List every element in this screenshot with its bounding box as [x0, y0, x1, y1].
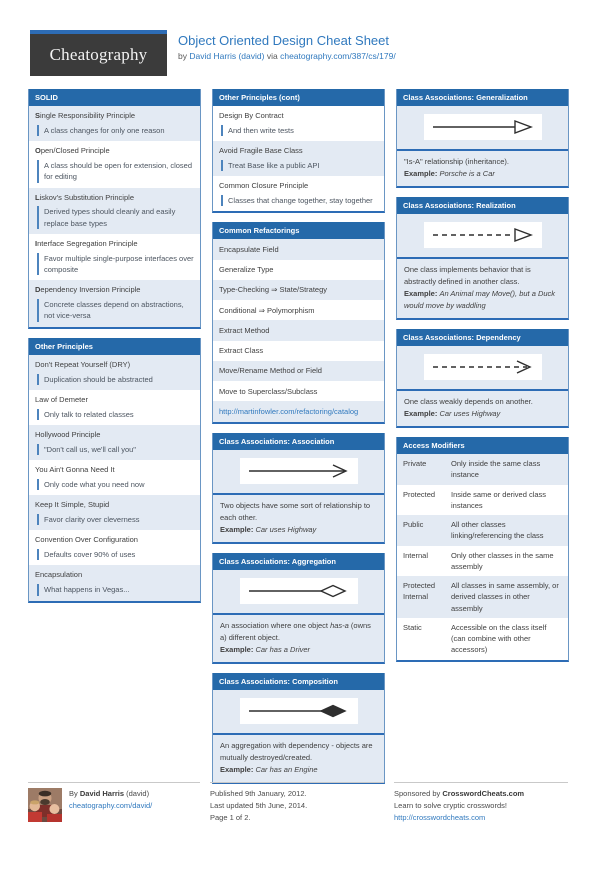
refactoring-item: Conditional ⇒ Polymorphism	[219, 305, 315, 315]
principle-row	[29, 234, 200, 280]
realization-arrow-icon	[430, 227, 536, 243]
description-text: One class weakly depends on another.	[404, 397, 533, 406]
principle-row	[29, 565, 200, 600]
principle-description: Derived types should cleanly and easily replace base types	[37, 206, 194, 229]
modifier-description: Accessible on the class itself (can combine with other accessors)	[451, 622, 547, 655]
principle-row	[213, 141, 384, 176]
sponsor-tagline: Learn to solve cryptic crosswords!	[394, 801, 507, 810]
author-avatar	[28, 788, 62, 822]
principle-row	[29, 188, 200, 234]
principle-initial: S	[35, 111, 41, 120]
example-label: Example:	[404, 169, 438, 178]
aggregation-arrow-icon	[246, 583, 352, 599]
dependency-diagram	[397, 346, 568, 391]
principle-row	[29, 390, 200, 425]
refactoring-catalog-link[interactable]: http://martinfowler.com/refactoring/catalog	[219, 406, 359, 416]
section-rows	[213, 690, 384, 782]
association-description	[213, 495, 384, 542]
section-common-refactorings	[212, 222, 385, 423]
section-rows	[397, 214, 568, 318]
sheet-url-link[interactable]: cheatography.com/387/cs/179/	[280, 51, 396, 62]
principle-description: A class changes for only one reason	[37, 125, 194, 136]
column-3	[396, 89, 569, 784]
principle-name: Encapsulation	[35, 570, 83, 580]
sponsor-prefix: Sponsored by	[394, 789, 441, 798]
association-description	[213, 735, 384, 782]
modifier-name: Private	[403, 459, 427, 468]
principle-row	[29, 460, 200, 495]
refactoring-item: Move to Superclass/Subclass	[219, 386, 318, 396]
section-class-associations-aggregation	[212, 553, 385, 664]
principle-row	[29, 355, 200, 390]
access-modifier-row	[397, 454, 568, 485]
principle-name: Hollywood Principle	[35, 429, 101, 439]
sponsor-line	[394, 788, 568, 800]
aggregation-diagram	[213, 570, 384, 615]
principle-description: Duplication should be abstracted	[37, 374, 194, 385]
modifier-name: Public	[403, 520, 424, 529]
sponsor-name: CrosswordCheats.com	[442, 789, 525, 798]
section-rows	[397, 454, 568, 660]
refactoring-item: Extract Method	[213, 320, 384, 340]
section-class-associations-composition	[212, 673, 385, 784]
association-description	[397, 391, 568, 426]
modifier-description: Inside same or derived class instances	[451, 489, 547, 510]
diagram-box	[424, 354, 542, 380]
link-row	[213, 401, 384, 421]
principle-row	[213, 176, 384, 211]
principle-description: Classes that change together, stay together	[221, 195, 378, 206]
principle-row	[29, 425, 200, 460]
footer-author-handle: (david)	[126, 789, 150, 798]
section-header: SOLID	[29, 89, 200, 106]
principle-name: Dependency Inversion Principle	[35, 285, 141, 295]
section-header: Class Associations: Dependency	[397, 329, 568, 346]
example-label: Example:	[220, 644, 254, 654]
example-line	[404, 168, 561, 180]
diagram-box	[240, 458, 358, 484]
principle-description: A class should be open for extension, closed for editing	[37, 160, 194, 183]
principle-initial: O	[35, 146, 41, 156]
generalization-diagram	[397, 106, 568, 151]
author-link[interactable]: David Harris (david)	[189, 51, 265, 62]
example-label: Example:	[404, 289, 438, 298]
principle-name: Interface Segregation Principle	[35, 238, 138, 248]
access-modifier-row	[397, 485, 568, 516]
page-number: Page 1 of 2.	[210, 813, 251, 822]
footer-author-line	[69, 788, 152, 800]
principle-description: Treat Base like a public API	[221, 160, 378, 171]
section-header: Class Associations: Composition	[213, 673, 384, 690]
refactoring-item: Move/Rename Method or Field	[213, 361, 384, 381]
dependency-arrow-icon	[430, 359, 536, 375]
example-text: Car has an Engine	[255, 764, 318, 774]
principle-name: You Ain't Gonna Need It	[35, 465, 115, 474]
section-class-associations-dependency	[396, 329, 569, 428]
published-date: Published 9th January, 2012.	[210, 789, 307, 798]
sheet-title[interactable]: Object Oriented Design Cheat Sheet	[178, 33, 390, 48]
principle-description: Only code what you need now	[37, 479, 194, 490]
modifier-description: Only inside the same class instance	[451, 459, 541, 480]
access-modifier-row	[397, 618, 568, 660]
principle-name: Single Responsibility Principle	[35, 111, 136, 120]
modifier-name: Internal	[403, 550, 429, 560]
example-label: Example:	[220, 764, 254, 774]
section-rows	[29, 355, 200, 601]
footer-by-label: By	[69, 789, 78, 798]
section-rows	[397, 346, 568, 426]
section-header: Class Associations: Generalization	[397, 89, 568, 106]
composition-diagram	[213, 690, 384, 735]
example-line	[220, 764, 377, 776]
modifier-name: Static	[403, 622, 422, 632]
example-line	[220, 644, 377, 656]
access-modifier-row	[397, 576, 568, 618]
principle-description: Favor multiple single-purpose interfaces over composite	[37, 253, 194, 276]
composition-arrow-icon	[246, 703, 352, 719]
section-header: Other Principles (cont)	[213, 89, 384, 106]
section-header: Class Associations: Association	[213, 433, 384, 450]
example-line	[220, 524, 377, 536]
principle-initial: D	[35, 285, 41, 295]
by-label: by	[178, 51, 187, 62]
principle-name: Common Closure Principle	[219, 181, 309, 191]
diagram-box	[240, 698, 358, 724]
example-line	[404, 288, 561, 312]
description-text: One class implements behavior that is abstractly defined in another class.	[404, 265, 531, 286]
modifier-description: All other classes linking/referencing the class	[451, 520, 544, 541]
section-rows	[397, 106, 568, 186]
principle-name: Avoid Fragile Base Class	[219, 146, 303, 156]
section-rows	[213, 570, 384, 662]
description-text: Two objects have some sort of relationship to each other.	[220, 500, 371, 522]
header-text	[178, 30, 396, 61]
footer-sponsor-block	[394, 782, 568, 824]
section-header: Class Associations: Realization	[397, 197, 568, 214]
principle-description: Only talk to related classes	[37, 409, 194, 420]
example-text: Car uses Highway	[439, 409, 501, 418]
refactoring-item: Generalize Type	[219, 265, 274, 275]
principle-name: Liskov's Substitution Principle	[35, 192, 134, 202]
association-arrow-icon	[246, 463, 352, 479]
refactoring-item: Extract Class	[219, 346, 264, 356]
footer-author-block	[28, 782, 200, 822]
section-header: Common Refactorings	[213, 222, 384, 239]
example-label: Example:	[404, 409, 438, 418]
principle-description: Favor clarity over cleverness	[37, 514, 194, 525]
section-other-principles	[28, 338, 201, 603]
sponsor-link[interactable]: http://crosswordcheats.com	[394, 813, 486, 822]
footer-meta-block	[210, 782, 384, 824]
description-text: An aggregation with dependency - objects are mutually destroyed/created.	[220, 740, 373, 762]
section-class-associations-realization	[396, 197, 569, 320]
example-text: Porsche is a Car	[439, 169, 495, 178]
principle-row	[29, 280, 200, 326]
section-rows	[213, 450, 384, 542]
principle-row	[29, 141, 200, 187]
diagram-box	[240, 578, 358, 604]
section-other-principles-cont	[212, 89, 385, 213]
section-rows	[29, 106, 200, 327]
description-text: "Is-A" relationship (inheritance).	[404, 157, 509, 166]
footer-author-text	[69, 788, 152, 822]
refactoring-item: Type-Checking ⇒ State/Strategy	[213, 280, 384, 300]
example-line	[404, 408, 561, 420]
modifier-description: Only other classes in the same assembly	[451, 550, 554, 571]
principle-description: And then write tests	[221, 125, 378, 136]
principle-row	[29, 106, 200, 141]
principle-description: Concrete classes depend on abstractions, not vice-versa	[37, 299, 194, 322]
principle-initial: L	[35, 192, 40, 202]
example-label: Example:	[220, 524, 254, 534]
footer-author-link[interactable]: cheatography.com/david/	[69, 801, 153, 810]
footer-author-name: David Harris	[79, 789, 125, 798]
section-rows	[213, 106, 384, 211]
logo-text: Cheatography	[49, 45, 148, 64]
section-access-modifiers	[396, 437, 569, 662]
description-text: An association where one object has-a (owns a) different object.	[220, 620, 371, 642]
section-class-associations-association	[212, 433, 385, 544]
principle-name: Law of Demeter	[35, 394, 88, 404]
section-header: Other Principles	[29, 338, 200, 355]
section-solid	[28, 89, 201, 329]
example-text: An Animal may Move(), but a Duck would move by waddling	[404, 289, 556, 310]
diagram-box	[424, 114, 542, 140]
principle-name: Design By Contract	[219, 111, 284, 120]
refactoring-item: Encapsulate Field	[213, 239, 384, 259]
principle-description: What happens in Vegas...	[37, 584, 194, 595]
generalization-arrow-icon	[430, 119, 536, 135]
principle-row	[29, 530, 200, 565]
principle-name: Keep It Simple, Stupid	[35, 500, 110, 510]
principle-description: "Don't call us, we'll call you"	[37, 444, 194, 455]
example-text: Car uses Highway	[255, 524, 317, 534]
principle-row	[29, 495, 200, 530]
association-description	[213, 615, 384, 662]
modifier-name: Protected	[403, 489, 436, 499]
access-modifier-row	[397, 515, 568, 546]
cheatography-logo[interactable]	[30, 30, 167, 76]
principle-row	[213, 106, 384, 141]
principle-description: Defaults cover 90% of uses	[37, 549, 194, 560]
section-class-associations-generalization	[396, 89, 569, 188]
example-text: Car has a Driver	[255, 644, 311, 654]
realization-diagram	[397, 214, 568, 259]
section-rows	[213, 239, 384, 421]
principle-name: Convention Over Configuration	[35, 535, 138, 545]
via-label: via	[266, 51, 278, 62]
byline	[178, 51, 396, 61]
modifier-name: Protected Internal	[403, 581, 436, 602]
updated-date: Last updated 5th June, 2014.	[210, 801, 308, 810]
principle-initial: I	[35, 238, 38, 248]
column-2	[212, 89, 385, 784]
modifier-description: All classes in same assembly, or derived classes in other assembly	[451, 581, 559, 613]
access-modifier-row	[397, 546, 568, 577]
principle-name: Open/Closed Principle	[35, 146, 110, 156]
section-header: Class Associations: Aggregation	[213, 553, 384, 570]
association-diagram	[213, 450, 384, 495]
diagram-box	[424, 222, 542, 248]
section-header: Access Modifiers	[397, 437, 568, 454]
page-header	[30, 30, 600, 76]
association-description	[397, 151, 568, 186]
association-description	[397, 259, 568, 318]
column-1	[28, 89, 201, 784]
principle-name: Don't Repeat Yourself (DRY)	[35, 359, 131, 369]
columns-container	[28, 89, 600, 784]
